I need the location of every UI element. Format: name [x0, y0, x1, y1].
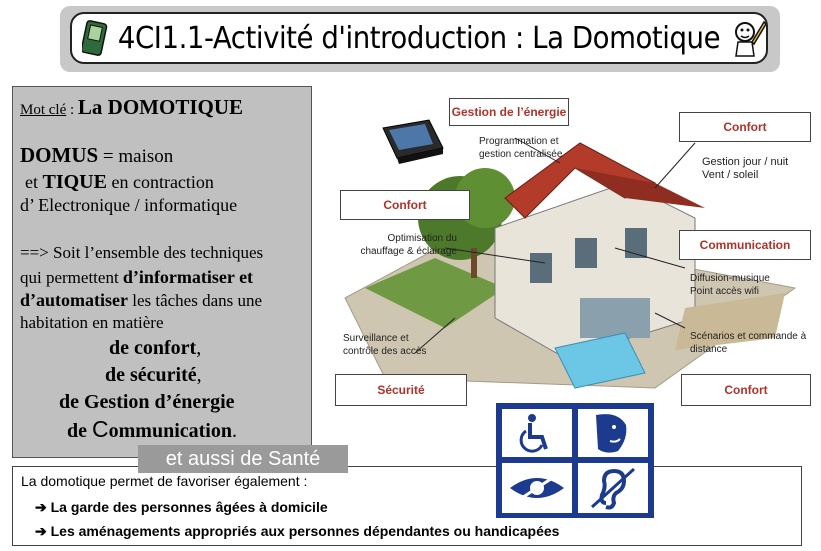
- title-banner: [60, 6, 780, 72]
- domus-word: DOMUS: [20, 143, 99, 167]
- bottom-intro: La domotique permet de favoriser également :: [21, 473, 308, 489]
- annot-programmation-line2: gestion centralisée: [479, 149, 563, 160]
- tique-line-2: d’ Electronique / informatique: [20, 195, 238, 215]
- callout-gestion-energie: Gestion de l’énergie: [449, 98, 569, 126]
- annot-optimisation: [347, 232, 457, 258]
- domain-communication-punct: .: [231, 420, 237, 442]
- keyword-term: La DOMOTIQUE: [77, 95, 244, 119]
- domain-securite-label: de sécurité: [105, 364, 197, 386]
- bottom-box: [12, 466, 802, 546]
- annot-surveillance-line1: Surveillance et: [343, 333, 409, 344]
- definition-bold-1: d’informatiser et: [122, 267, 254, 287]
- tique-meaning: en contraction: [106, 172, 214, 192]
- definition-bold-2: d’automatiser: [20, 290, 128, 310]
- domain-item-energie: de Gestion d’énergie: [59, 391, 235, 413]
- definition-arrow: ==>: [20, 243, 49, 262]
- annot-scenarios: [690, 330, 806, 356]
- keyword-colon: :: [66, 102, 78, 118]
- pencil-mascot-icon: [732, 18, 766, 60]
- annot-scenarios-line2: distance: [690, 344, 728, 355]
- bottom-point-1-text: La garde des personnes âgées à domicile: [50, 499, 328, 515]
- eye-icon: [502, 463, 572, 513]
- bottom-point-1: [35, 499, 328, 516]
- annot-scenarios-line1: Scénarios et commande à: [690, 331, 807, 342]
- annot-optimisation-line2: chauffage & éclairage: [360, 246, 457, 257]
- annot-diffusion-line1: Diffusion-musique: [690, 273, 770, 284]
- title-frame: [70, 12, 768, 64]
- definition-text-1: Soit l’ensemble des techniques: [48, 243, 264, 262]
- wheelchair-icon: [502, 409, 572, 457]
- definition-line-4: habitation en matière: [20, 313, 164, 332]
- domain-securite-punct: ,: [196, 364, 202, 386]
- domain-item-communication: [67, 416, 237, 443]
- domus-meaning: = maison: [98, 146, 174, 167]
- keyword-line: [20, 95, 243, 120]
- domain-communication-prefix: de: [67, 420, 92, 442]
- accessibility-icons-panel: [496, 403, 654, 518]
- definition-text-2: qui permettent: [20, 268, 123, 287]
- callout-confort-bottom: Confort: [681, 374, 811, 406]
- tique-word: TIQUE: [42, 171, 107, 193]
- bottom-point-2-text: Les aménagements appropriés aux personnes dépendantes ou handicapées: [50, 523, 560, 539]
- annot-programmation: [479, 135, 562, 161]
- callout-communication: Communication: [679, 230, 811, 260]
- domain-item-securite: [105, 364, 202, 387]
- annot-jour-nuit-line2: Vent / soleil: [702, 169, 759, 181]
- annot-gestion-jour-nuit: [702, 156, 788, 182]
- annot-diffusion: [690, 272, 770, 298]
- definition-line-1: [20, 243, 263, 263]
- domain-confort-punct: ,: [196, 337, 202, 359]
- keyword-box: [12, 86, 312, 458]
- tique-line: [25, 171, 214, 194]
- domain-communication-initial: C: [92, 416, 109, 442]
- smart-home-illustration: [325, 88, 815, 408]
- annot-optimisation-line1: Optimisation du: [387, 233, 457, 244]
- callout-confort-left: Confort: [340, 190, 470, 220]
- domus-line: [20, 143, 173, 168]
- bottom-point-2: [35, 523, 559, 540]
- definition-text-3: les tâches dans une: [127, 291, 263, 310]
- annot-jour-nuit-line1: Gestion jour / nuit: [702, 156, 789, 168]
- callout-securite: Sécurité: [335, 374, 467, 406]
- face-icon: [578, 409, 648, 457]
- domain-confort-label: de confort: [109, 337, 197, 359]
- keyword-label: Mot clé: [20, 102, 67, 118]
- control-panel-icon: [377, 118, 449, 166]
- domain-communication-rest: ommunication: [108, 420, 232, 442]
- callout-confort-top: Confort: [679, 112, 811, 142]
- ear-icon: [578, 463, 648, 513]
- annot-diffusion-line2: Point accès wifi: [690, 286, 759, 297]
- arrow-icon: ➔: [35, 523, 47, 539]
- definition-line-2: [20, 267, 253, 288]
- annot-surveillance-line2: contrôle des accès: [343, 346, 427, 357]
- definition-line-3: [20, 290, 262, 311]
- annot-surveillance: [343, 332, 426, 358]
- arrow-icon: ➔: [35, 499, 47, 515]
- page-title: 4CI1.1-Activité d'introduction : La Domotique: [117, 20, 721, 56]
- annot-programmation-line1: Programmation et: [479, 136, 559, 147]
- domain-item-confort: [109, 337, 201, 360]
- tique-prefix: et: [25, 172, 43, 192]
- sante-label: et aussi de Santé: [138, 445, 348, 473]
